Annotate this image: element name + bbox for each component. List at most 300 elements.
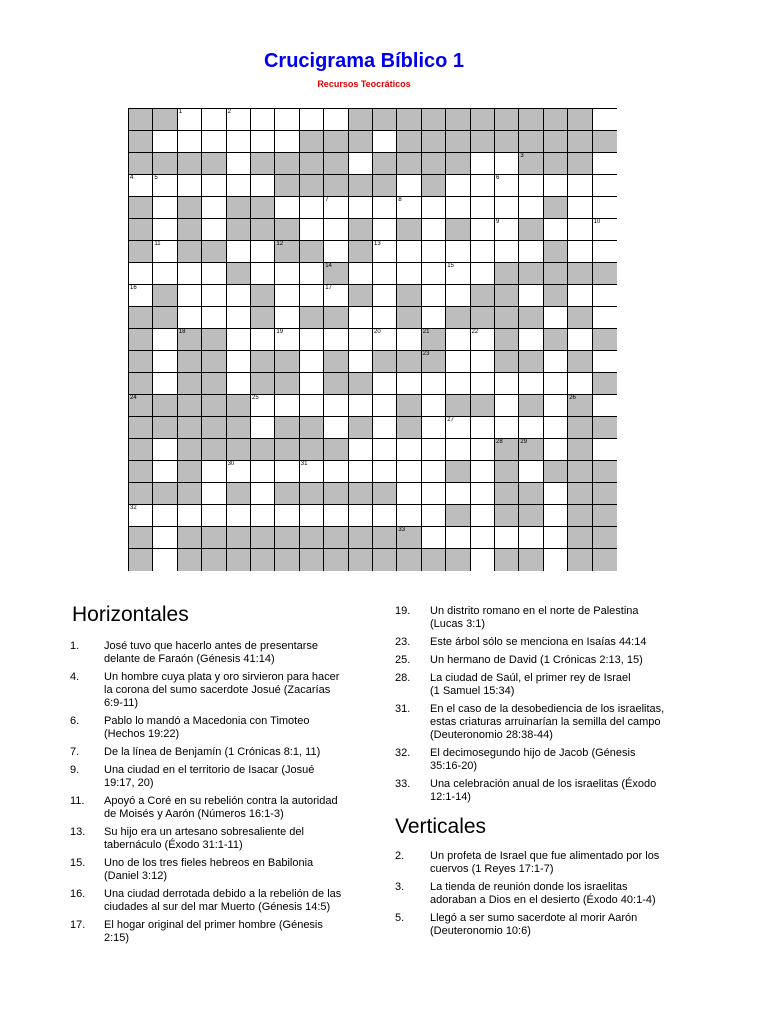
grid-cell[interactable] <box>396 438 421 461</box>
grid-cell-shaded <box>152 306 177 329</box>
grid-cell[interactable] <box>592 196 617 219</box>
grid-cell[interactable] <box>250 130 275 153</box>
grid-cell[interactable] <box>323 416 348 439</box>
clue-text: Apoyó a Coré en su rebelión contra la autoridad de Moisés y Aarón (Números 16:1-3) <box>104 795 338 820</box>
grid-cell[interactable] <box>543 174 568 197</box>
grid-cell[interactable] <box>348 152 373 175</box>
grid-cell[interactable] <box>470 350 495 373</box>
grid-cell[interactable] <box>274 394 299 417</box>
grid-cell[interactable] <box>543 482 568 505</box>
grid-cell-shaded <box>567 394 592 417</box>
grid-cell[interactable] <box>152 218 177 241</box>
clue-item <box>70 826 374 852</box>
grid-cell[interactable] <box>348 262 373 285</box>
grid-cell[interactable] <box>396 328 421 351</box>
grid-cell[interactable] <box>323 394 348 417</box>
grid-cell[interactable] <box>226 284 251 307</box>
grid-cell[interactable] <box>494 240 519 263</box>
clue-item <box>395 778 715 804</box>
grid-cell[interactable] <box>177 174 202 197</box>
grid-cell-shaded <box>177 526 202 549</box>
grid-cell[interactable] <box>152 350 177 373</box>
grid-cell[interactable] <box>470 240 495 263</box>
grid-cell[interactable] <box>421 394 446 417</box>
grid-cell[interactable] <box>543 438 568 461</box>
grid-cell[interactable] <box>274 130 299 153</box>
grid-cell[interactable] <box>323 284 348 307</box>
grid-cell[interactable] <box>494 174 519 197</box>
grid-cell[interactable] <box>470 262 495 285</box>
grid-cell-shaded <box>396 394 421 417</box>
grid-cell[interactable] <box>348 394 373 417</box>
grid-cell[interactable] <box>518 328 543 351</box>
grid-cell[interactable] <box>396 482 421 505</box>
grid-cell[interactable] <box>201 306 226 329</box>
grid-cell[interactable] <box>445 482 470 505</box>
clue-number-label: 1. <box>70 640 80 652</box>
grid-cell[interactable] <box>250 504 275 527</box>
grid-cell[interactable] <box>421 504 446 527</box>
grid-cell-shaded <box>396 306 421 329</box>
clue-number: 16 <box>130 285 137 291</box>
grid-cell-shaded <box>152 284 177 307</box>
grid-cell[interactable] <box>543 416 568 439</box>
clue-number-label: 9. <box>70 764 80 776</box>
grid-cell[interactable] <box>348 504 373 527</box>
grid-cell[interactable] <box>250 328 275 351</box>
grid-cell[interactable] <box>543 218 568 241</box>
grid-cell[interactable] <box>518 372 543 395</box>
grid-cell[interactable] <box>494 394 519 417</box>
grid-cell[interactable] <box>543 306 568 329</box>
page-title: Crucigrama Bíblico 1 <box>263 50 465 72</box>
grid-cell[interactable] <box>592 306 617 329</box>
grid-cell[interactable] <box>128 504 153 527</box>
grid-cell-shaded <box>396 284 421 307</box>
grid-cell-shaded <box>274 548 299 571</box>
grid-cell[interactable] <box>470 548 495 571</box>
grid-cell[interactable] <box>396 174 421 197</box>
grid-cell[interactable] <box>372 460 397 483</box>
grid-cell[interactable] <box>177 262 202 285</box>
grid-cell[interactable] <box>201 174 226 197</box>
grid-cell[interactable] <box>201 284 226 307</box>
grid-cell-shaded <box>396 218 421 241</box>
grid-cell[interactable] <box>445 196 470 219</box>
grid-cell[interactable] <box>396 240 421 263</box>
grid-cell[interactable] <box>323 240 348 263</box>
grid-cell[interactable] <box>177 306 202 329</box>
grid-cell[interactable] <box>372 240 397 263</box>
grid-cell[interactable] <box>152 460 177 483</box>
grid-cell[interactable] <box>421 438 446 461</box>
grid-cell[interactable] <box>470 416 495 439</box>
grid-cell[interactable] <box>152 438 177 461</box>
grid-cell[interactable] <box>128 284 153 307</box>
grid-cell[interactable] <box>226 130 251 153</box>
grid-cell-shaded <box>250 548 275 571</box>
grid-cell-shaded <box>348 240 373 263</box>
clue-number: 33 <box>398 527 406 533</box>
grid-cell[interactable] <box>274 284 299 307</box>
grid-cell[interactable] <box>592 394 617 417</box>
grid-cell-shaded <box>421 174 446 197</box>
grid-cell-shaded <box>543 262 568 285</box>
grid-cell[interactable] <box>323 196 348 219</box>
clue-item <box>70 640 374 666</box>
grid-cell[interactable] <box>445 526 470 549</box>
grid-cell-shaded <box>348 416 373 439</box>
grid-cell-shaded <box>299 306 324 329</box>
grid-cell[interactable] <box>323 108 348 131</box>
grid-cell[interactable] <box>372 262 397 285</box>
clue-number: 1 <box>178 109 183 115</box>
grid-cell-shaded <box>445 504 470 527</box>
clue-number-label: 4. <box>70 671 80 683</box>
grid-cell[interactable] <box>421 284 446 307</box>
grid-cell[interactable] <box>250 240 275 263</box>
grid-cell[interactable] <box>372 306 397 329</box>
grid-cell-shaded <box>226 196 251 219</box>
grid-cell[interactable] <box>128 262 153 285</box>
grid-cell[interactable] <box>152 526 177 549</box>
grid-cell[interactable] <box>421 460 446 483</box>
clue-number: 30 <box>227 461 235 467</box>
grid-cell[interactable] <box>567 218 592 241</box>
grid-cell[interactable] <box>323 504 348 527</box>
grid-cell[interactable] <box>396 262 421 285</box>
grid-cell[interactable] <box>152 174 177 197</box>
clue-number: 27 <box>447 417 454 423</box>
grid-cell[interactable] <box>226 108 251 131</box>
grid-cell[interactable] <box>348 328 373 351</box>
grid-cell[interactable] <box>226 372 251 395</box>
grid-cell[interactable] <box>470 196 495 219</box>
grid-cell[interactable] <box>567 328 592 351</box>
grid-cell[interactable] <box>201 218 226 241</box>
grid-cell[interactable] <box>299 504 324 527</box>
grid-cell-shaded <box>128 328 153 351</box>
clue-number: 11 <box>154 241 161 247</box>
grid-cell-shaded <box>323 482 348 505</box>
grid-cell[interactable] <box>567 284 592 307</box>
grid-cell[interactable] <box>348 460 373 483</box>
grid-cell[interactable] <box>274 108 299 131</box>
grid-cell[interactable] <box>299 284 324 307</box>
grid-cell-shaded <box>201 240 226 263</box>
clue-number: 21 <box>422 329 430 335</box>
grid-cell[interactable] <box>470 460 495 483</box>
grid-cell[interactable] <box>299 460 324 483</box>
grid-cell[interactable] <box>543 350 568 373</box>
grid-cell-shaded <box>274 372 299 395</box>
grid-cell-shaded <box>152 416 177 439</box>
grid-cell[interactable] <box>177 108 202 131</box>
grid-cell[interactable] <box>152 262 177 285</box>
grid-cell[interactable] <box>445 438 470 461</box>
grid-cell-shaded <box>177 328 202 351</box>
grid-cell[interactable] <box>299 350 324 373</box>
grid-cell-shaded <box>323 174 348 197</box>
grid-cell[interactable] <box>348 438 373 461</box>
grid-cell[interactable] <box>592 174 617 197</box>
grid-cell-shaded <box>299 482 324 505</box>
grid-cell[interactable] <box>152 196 177 219</box>
grid-cell[interactable] <box>421 218 446 241</box>
grid-cell[interactable] <box>274 196 299 219</box>
grid-cell[interactable] <box>372 328 397 351</box>
grid-cell-shaded <box>274 152 299 175</box>
grid-cell-shaded <box>421 350 446 373</box>
grid-cell[interactable] <box>226 306 251 329</box>
grid-cell[interactable] <box>518 284 543 307</box>
grid-cell[interactable] <box>323 218 348 241</box>
clue-number: 25 <box>252 395 259 401</box>
grid-cell-shaded <box>152 152 177 175</box>
grid-cell[interactable] <box>445 372 470 395</box>
grid-cell-shaded <box>518 218 543 241</box>
grid-cell[interactable] <box>567 372 592 395</box>
grid-cell[interactable] <box>445 240 470 263</box>
grid-cell-shaded <box>372 108 397 131</box>
grid-cell[interactable] <box>152 504 177 527</box>
grid-cell-shaded <box>445 548 470 571</box>
grid-cell[interactable] <box>201 130 226 153</box>
grid-cell[interactable] <box>226 350 251 373</box>
horizontales-heading: Horizontales <box>72 603 189 626</box>
grid-cell[interactable] <box>567 240 592 263</box>
grid-cell[interactable] <box>250 108 275 131</box>
grid-cell[interactable] <box>201 460 226 483</box>
grid-cell-shaded <box>128 196 153 219</box>
grid-cell[interactable] <box>445 350 470 373</box>
grid-cell[interactable] <box>543 548 568 571</box>
grid-cell-shaded <box>421 108 446 131</box>
grid-cell[interactable] <box>226 504 251 527</box>
clue-number-label: 2. <box>395 850 405 862</box>
grid-cell[interactable] <box>152 372 177 395</box>
grid-cell[interactable] <box>470 328 495 351</box>
grid-cell[interactable] <box>201 482 226 505</box>
grid-cell[interactable] <box>250 262 275 285</box>
grid-cell[interactable] <box>177 284 202 307</box>
clue-number: 19 <box>276 329 284 335</box>
grid-cell[interactable] <box>226 152 251 175</box>
grid-cell-shaded <box>592 130 617 153</box>
grid-cell[interactable] <box>494 416 519 439</box>
grid-cell[interactable] <box>445 174 470 197</box>
grid-cell-shaded <box>299 152 324 175</box>
grid-cell[interactable] <box>177 504 202 527</box>
grid-cell[interactable] <box>152 548 177 571</box>
grid-cell[interactable] <box>299 394 324 417</box>
grid-cell[interactable] <box>445 262 470 285</box>
clue-number: 8 <box>398 197 402 203</box>
grid-cell[interactable] <box>470 372 495 395</box>
grid-cell[interactable] <box>226 460 251 483</box>
clue-item <box>395 747 715 773</box>
grid-cell[interactable] <box>274 460 299 483</box>
grid-cell[interactable] <box>372 394 397 417</box>
grid-cell[interactable] <box>152 240 177 263</box>
grid-cell[interactable] <box>543 394 568 417</box>
grid-cell[interactable] <box>226 174 251 197</box>
grid-cell[interactable] <box>372 438 397 461</box>
grid-cell[interactable] <box>494 152 519 175</box>
grid-cell[interactable] <box>299 372 324 395</box>
clue-number: 31 <box>300 461 308 467</box>
grid-cell[interactable] <box>348 196 373 219</box>
grid-cell[interactable] <box>250 394 275 417</box>
grid-cell-shaded <box>348 482 373 505</box>
grid-cell[interactable] <box>226 240 251 263</box>
grid-cell-shaded <box>128 548 153 571</box>
grid-cell[interactable] <box>396 504 421 527</box>
grid-cell[interactable] <box>201 262 226 285</box>
grid-cell[interactable] <box>421 240 446 263</box>
grid-cell[interactable] <box>299 262 324 285</box>
grid-cell[interactable] <box>445 284 470 307</box>
grid-cell[interactable] <box>543 526 568 549</box>
grid-cell[interactable] <box>567 174 592 197</box>
grid-cell-shaded <box>494 350 519 373</box>
grid-cell-shaded <box>445 394 470 417</box>
grid-cell[interactable] <box>421 416 446 439</box>
grid-cell[interactable] <box>372 196 397 219</box>
grid-cell[interactable] <box>372 372 397 395</box>
grid-cell[interactable] <box>201 196 226 219</box>
clue-number: 15 <box>447 263 454 269</box>
grid-cell[interactable] <box>470 218 495 241</box>
grid-cell[interactable] <box>445 328 470 351</box>
grid-cell[interactable] <box>518 416 543 439</box>
grid-cell-shaded <box>421 328 446 351</box>
grid-cell[interactable] <box>494 196 519 219</box>
grid-cell[interactable] <box>299 328 324 351</box>
grid-cell[interactable] <box>372 218 397 241</box>
grid-cell-shaded <box>445 130 470 153</box>
clue-number-label: 25. <box>395 654 411 666</box>
grid-cell-shaded <box>372 548 397 571</box>
grid-cell[interactable] <box>518 174 543 197</box>
grid-cell[interactable] <box>323 460 348 483</box>
grid-cell[interactable] <box>274 504 299 527</box>
grid-cell[interactable] <box>470 174 495 197</box>
grid-cell-shaded <box>274 416 299 439</box>
grid-cell[interactable] <box>348 306 373 329</box>
grid-cell-shaded <box>226 548 251 571</box>
grid-cell[interactable] <box>250 174 275 197</box>
grid-cell[interactable] <box>592 240 617 263</box>
grid-cell[interactable] <box>421 196 446 219</box>
grid-cell[interactable] <box>396 460 421 483</box>
grid-cell-shaded <box>177 240 202 263</box>
grid-cell[interactable] <box>372 504 397 527</box>
grid-cell[interactable] <box>592 284 617 307</box>
grid-cell[interactable] <box>274 306 299 329</box>
grid-cell-shaded <box>543 108 568 131</box>
grid-cell[interactable] <box>518 196 543 219</box>
clue-number: 22 <box>471 329 479 335</box>
grid-cell[interactable] <box>592 438 617 461</box>
grid-cell[interactable] <box>396 196 421 219</box>
grid-cell-shaded <box>543 152 568 175</box>
grid-cell[interactable] <box>299 218 324 241</box>
grid-cell[interactable] <box>543 504 568 527</box>
grid-cell[interactable] <box>152 328 177 351</box>
grid-cell-shaded <box>177 438 202 461</box>
grid-cell[interactable] <box>299 108 324 131</box>
grid-cell[interactable] <box>299 196 324 219</box>
grid-cell[interactable] <box>470 152 495 175</box>
grid-cell[interactable] <box>421 526 446 549</box>
grid-cell[interactable] <box>494 218 519 241</box>
grid-cell[interactable] <box>250 416 275 439</box>
grid-cell[interactable] <box>494 526 519 549</box>
grid-cell-shaded <box>152 482 177 505</box>
grid-cell[interactable] <box>372 284 397 307</box>
grid-cell-shaded <box>567 152 592 175</box>
grid-cell[interactable] <box>445 416 470 439</box>
grid-cell-shaded <box>323 152 348 175</box>
grid-cell[interactable] <box>518 460 543 483</box>
grid-cell[interactable] <box>372 416 397 439</box>
grid-cell[interactable] <box>274 262 299 285</box>
grid-cell-shaded <box>274 526 299 549</box>
grid-cell[interactable] <box>201 504 226 527</box>
grid-cell[interactable] <box>592 152 617 175</box>
grid-cell[interactable] <box>494 372 519 395</box>
grid-cell-shaded <box>567 526 592 549</box>
grid-cell[interactable] <box>421 372 446 395</box>
clue-number: 13 <box>374 241 381 247</box>
clue-item <box>395 912 715 938</box>
grid-cell[interactable] <box>250 482 275 505</box>
clue-number-label: 11. <box>70 795 85 807</box>
grid-cell[interactable] <box>421 306 446 329</box>
grid-cell[interactable] <box>177 130 202 153</box>
grid-cell[interactable] <box>592 108 617 131</box>
grid-cell[interactable] <box>348 350 373 373</box>
grid-cell[interactable] <box>518 240 543 263</box>
grid-cell[interactable] <box>592 218 617 241</box>
clue-item <box>70 919 374 945</box>
grid-cell[interactable] <box>274 328 299 351</box>
grid-cell[interactable] <box>152 130 177 153</box>
grid-cell[interactable] <box>421 482 446 505</box>
grid-cell[interactable] <box>226 328 251 351</box>
grid-cell-shaded <box>226 526 251 549</box>
grid-cell[interactable] <box>396 372 421 395</box>
grid-cell[interactable] <box>567 196 592 219</box>
grid-cell[interactable] <box>470 504 495 527</box>
clue-number: 2 <box>227 109 231 115</box>
grid-cell[interactable] <box>250 460 275 483</box>
grid-cell[interactable] <box>201 108 226 131</box>
grid-cell[interactable] <box>470 526 495 549</box>
grid-cell[interactable] <box>372 130 397 153</box>
grid-cell[interactable] <box>518 526 543 549</box>
grid-cell[interactable] <box>421 262 446 285</box>
clue-item <box>395 636 715 649</box>
grid-cell[interactable] <box>323 328 348 351</box>
grid-cell[interactable] <box>470 482 495 505</box>
grid-cell-shaded <box>226 262 251 285</box>
grid-cell[interactable] <box>470 438 495 461</box>
grid-cell[interactable] <box>592 350 617 373</box>
grid-cell[interactable] <box>543 372 568 395</box>
grid-cell[interactable] <box>128 174 153 197</box>
